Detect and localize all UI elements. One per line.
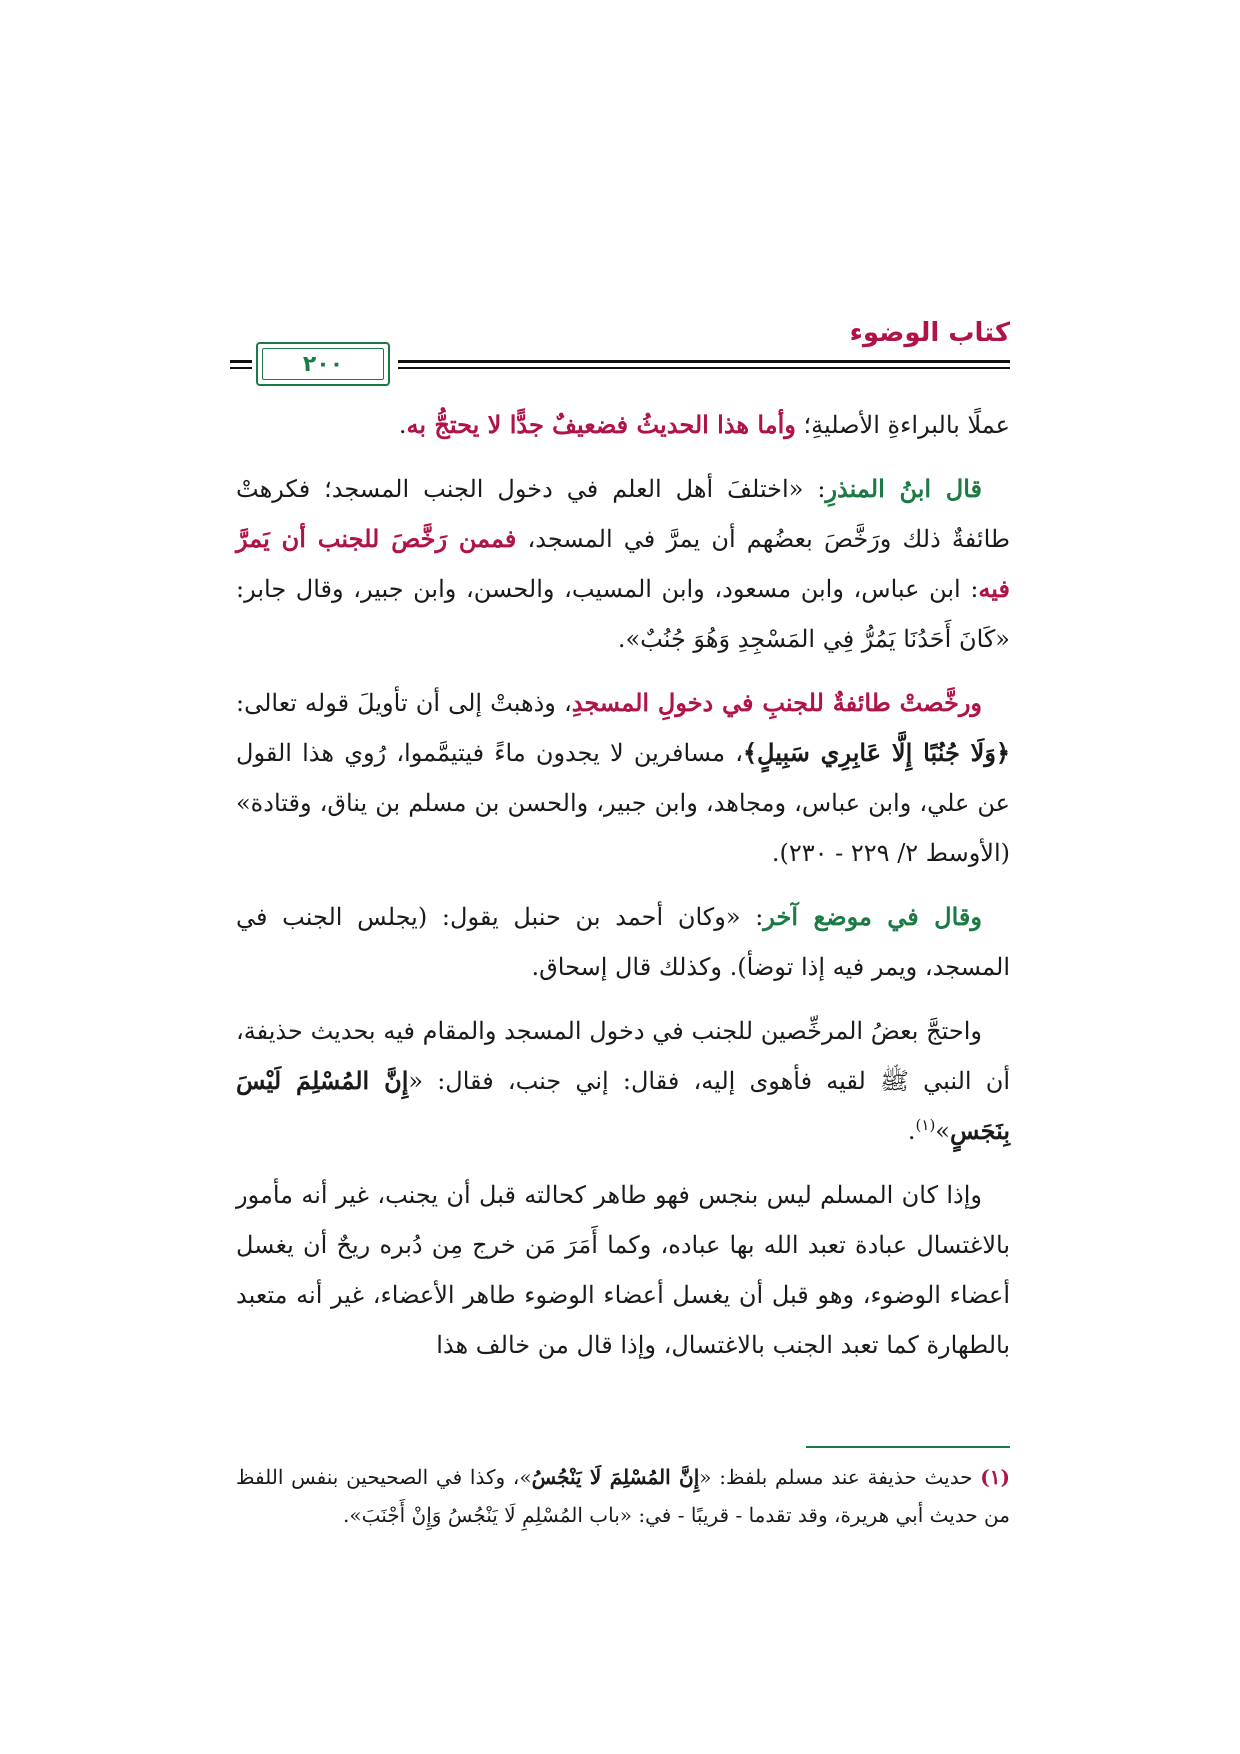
footnotes [236,1458,1010,1534]
p1-highlight: وأما هذا الحديثُ فضعيفٌ جدًّا لا يحتجُّ به [406,410,796,439]
footnote-1-number: (١) [980,1465,1010,1489]
p5-text-3: . [907,1117,916,1145]
p2-highlight: فممن رَخَّصَ للجنب أن يَمرَّ فيه [236,524,1010,603]
book-title: كتاب الوضوء [849,318,1010,348]
p5-hadith: إِنَّ المُسْلِمَ لَيْسَ بِنَجَسٍ [236,1066,1010,1145]
page-header [230,318,1010,388]
paragraph-3 [236,678,1010,878]
paragraph-2 [236,464,1010,664]
p3-quran-verse: ﴿وَلَا جُنُبًا إِلَّا عَابِرِي سَبِيلٍ﴾ [742,738,1010,767]
footnote-ref-1[interactable]: (١) [915,1116,936,1134]
footnote-1-text-2: »، وكذا في الصحيحين بنفس اللفظ من حديث أبي هريرة، وقد تقدما - قريبًا - في: «باب المُسْلِمِ لَا يَنْجُسُ وَإِنْ أَجْنَبَ». [236,1465,1010,1527]
footnote-1-text-1: حديث حذيفة عند مسلم بلفظ: « [699,1465,981,1489]
page-number-badge [256,342,390,386]
p4-speaker: وقال في موضع آخر [763,902,982,931]
header-rule-short-bottom [230,367,252,369]
header-rule-bottom [398,367,1010,369]
footnote-separator [806,1446,1010,1448]
p5-text-2: » [935,1117,950,1145]
p5-text-1: واحتجَّ بعضُ المرخِّصين للجنب في دخول المسجد والمقام فيه بحديث حذيفة، أن النبي ﷺ لقيه فأهوى إليه، فقال: إني جنب، فقال: « [236,1017,1011,1095]
main-text [236,400,1010,1384]
header-rule-top [398,360,1010,363]
paragraph-4 [236,892,1010,992]
p2-text-1: : «اختلفَ أهل العلم في دخول الجنب المسجد؛ فكرهتْ طائفةٌ ذلك ورَخَّصَ بعضُهم أن يمرَّ في المسجد، [236,475,1010,553]
p2-text-2: : ابن عباس، وابن مسعود، وابن المسيب، والحسن، وابن جبير، وقال جابر: «كَانَ أَحَدُنَا يَمُرُّ فِي المَسْجِدِ وَهُوَ جُنُبٌ». [236,575,1010,653]
p2-speaker: قال ابنُ المنذرِ [825,474,982,503]
p3-text-1: ، وذهبتْ إلى أن تأويلَ قوله تعالى: [236,689,572,717]
p3-text-2: ، مسافرين لا يجدون ماءً فيتيمَّموا، رُوي هذا القول عن علي، وابن عباس، ومجاهد، وابن جبير، والحسن بن مسلم بن يناق، وقتادة» (الأوسط ٢/ ٢٢٩ - ٢٣٠). [236,739,1010,867]
header-rule-short-top [230,360,252,363]
page-number: ٢٠٠ [302,351,344,377]
p4-text-1: : «وكان أحمد بن حنبل يقول: (يجلس الجنب في المسجد، ويمر فيه إذا توضأ). وكذلك قال إسحاق. [236,903,1010,981]
paragraph-6: وإذا كان المسلم ليس بنجس فهو طاهر كحالته قبل أن يجنب، غير أنه مأمور بالاغتسال عبادة تعبد الله بها عباده، وكما أَمَرَ مَن خرج مِن دُبره ريحٌ أن يغسل أعضاء الوضوء، وهو قبل أن يغسل أعضاء الوضوء طاهر الأعضاء، غير أنه متعبد بالطهارة كما تعبد الجنب بالاغتسال، وإذا قال من خالف هذا [236,1181,1010,1359]
footnote-1-hadith: إِنَّ المُسْلِمَ لَا يَنْجُسُ [531,1465,700,1489]
footnote-1 [236,1458,1010,1534]
p3-highlight: ورخَّصتْ طائفةٌ للجنبِ في دخولِ المسجدِ [571,688,983,717]
paragraph-1 [236,400,1010,450]
p1-text-1: عملًا بالبراءةِ الأصليةِ؛ [795,411,1010,439]
paragraph-5 [236,1006,1010,1156]
p1-text-2: . [398,411,407,439]
